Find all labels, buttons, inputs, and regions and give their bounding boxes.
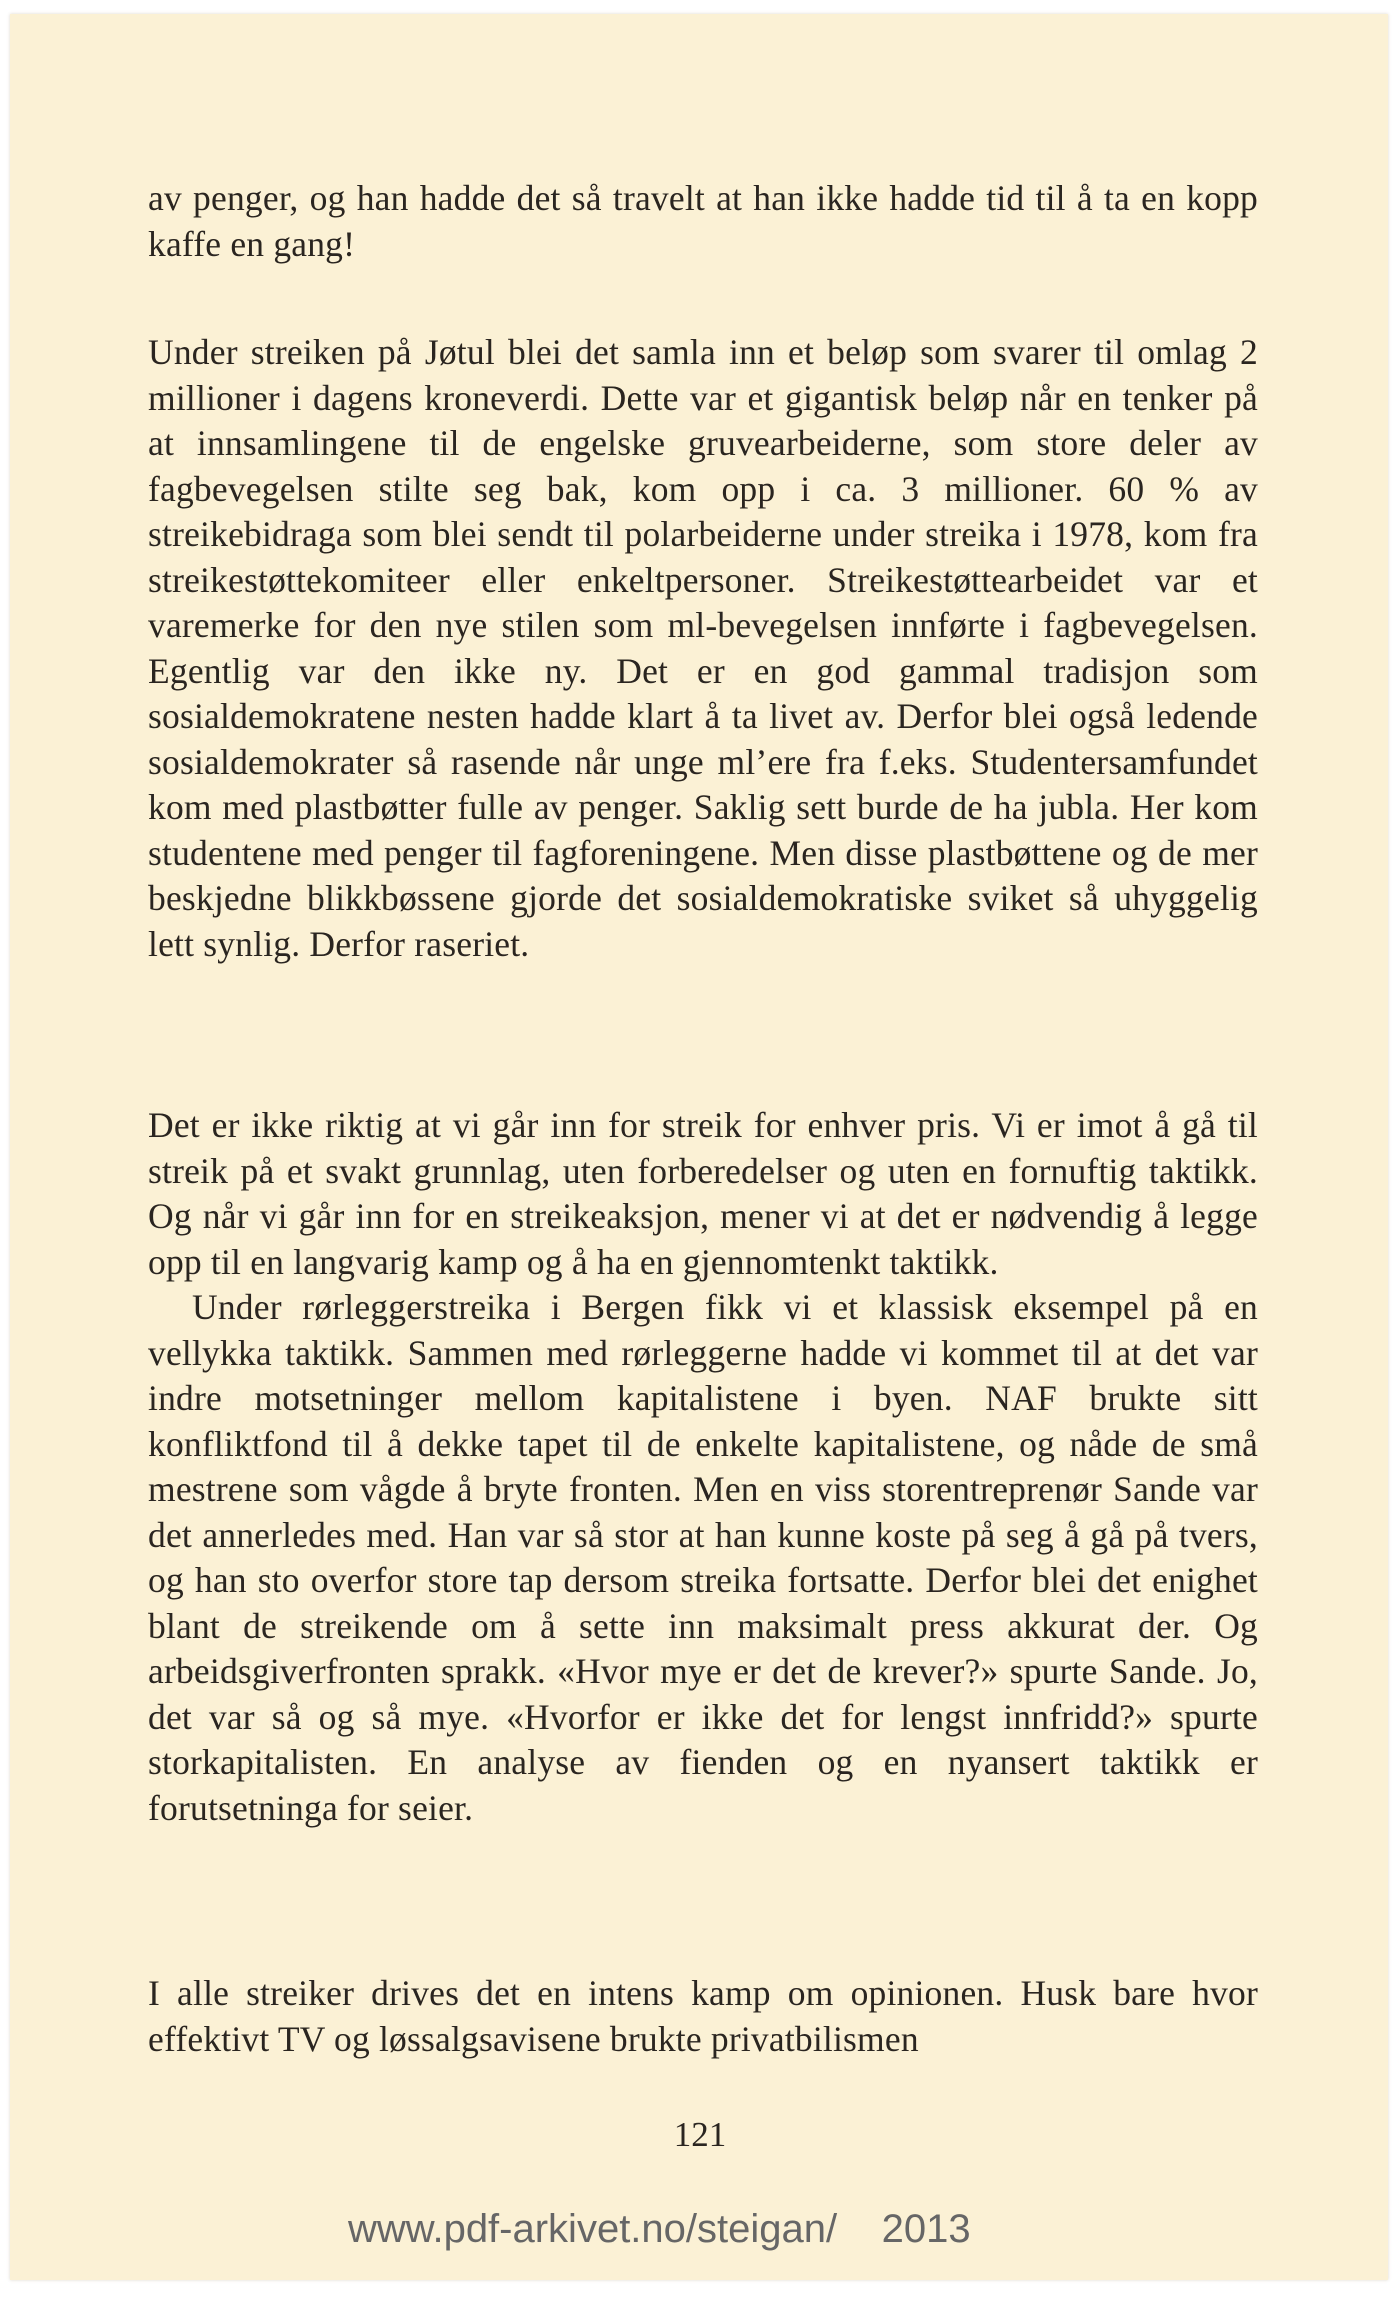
paragraph: Det er ikke riktig at vi går inn for streik for enhver pris. Vi er imot å gå til streik på et svakt grunnlag, uten forberedelser og uten en fornuftig taktikk. Og når vi går inn for en streikeaksjon, mener vi at det er nødvendig å legge opp til en langvarig kamp og å ha en gjennomtenkt taktikk. [148,1105,1258,1282]
paragraph: av penger, og han hadde det så travelt at han ikke hadde tid til å ta en kopp kaffe en gang! [148,178,1258,264]
paragraph: I alle streiker drives det en intens kamp om opinionen. Husk bare hvor effektivt TV og løssalgsavisene brukte privatbilismen [148,1973,1258,2059]
footer-url: www.pdf-arkivet.no/steigan/ [348,2207,838,2251]
page-number: 121 [673,2115,727,2154]
text-block-opinionen [148,1971,1258,2062]
footer-year: 2013 [881,2207,971,2251]
paragraph: Under streiken på Jøtul blei det samla inn et beløp som svarer til omlag 2 millioner i dagens kroneverdi. Dette var et gigantisk beløp når en tenker på at innsamlingene til de engelske gruvearbeiderne, som store deler av fagbevegelsen stilte seg bak, kom opp i ca. 3 millioner. 60 % av streikebidraga som blei sendt til polarbeiderne under streika i 1978, kom fra streikestøttekomiteer eller enkeltpersoner. Streikestøttearbeidet var et varemerke for den nye stilen som ml-bevegelsen innførte i fagbevegelsen. Egentlig var den ikke ny. Det er en god gammal tradisjon som sosialdemokratene nesten hadde klart å ta livet av. Derfor blei også ledende sosialdemokrater så rasende når unge ml’ere fra f.eks. Studentersamfundet kom med plastbøtter fulle av penger. Saklig sett burde de ha jubla. Her kom studentene med penger til fagforeningene. Men disse plastbøttene og de mer beskjedne blikkbøssene gjorde det sosialdemokratiske sviket så uhyggelig lett synlig. Derfor raseriet. [148,332,1258,964]
text-block-streikestotte [148,330,1258,967]
text-block-top [148,176,1258,267]
text-block-taktikk [148,1103,1258,1831]
footer-watermark [348,2207,971,2252]
paragraph: Under rørleggerstreika i Bergen fikk vi et klassisk eksempel på en vellykka taktikk. Sammen med rørleggerne hadde vi kommet til at det var indre motsetninger mellom kapitalistene i byen. NAF brukte sitt konfliktfond til å dekke tapet til de enkelte kapitalistene, og nåde de små mestrene som vågde å bryte fronten. Men en viss storentreprenør Sande var det annerledes med. Han var så stor at han kunne koste på seg å gå på tvers, og han sto overfor store tap dersom streika fortsatte. Derfor blei det enighet blant de streikende om å sette inn maksimalt press akkurat der. Og arbeidsgiverfronten sprakk. «Hvor mye er det de krever?» spurte Sande. Jo, det var så og så mye. «Hvorfor er ikke det for lengst innfridd?» spurte storkapitalisten. En analyse av fienden og en nyansert taktikk er forutsetninga for seier. [148,1287,1258,1828]
